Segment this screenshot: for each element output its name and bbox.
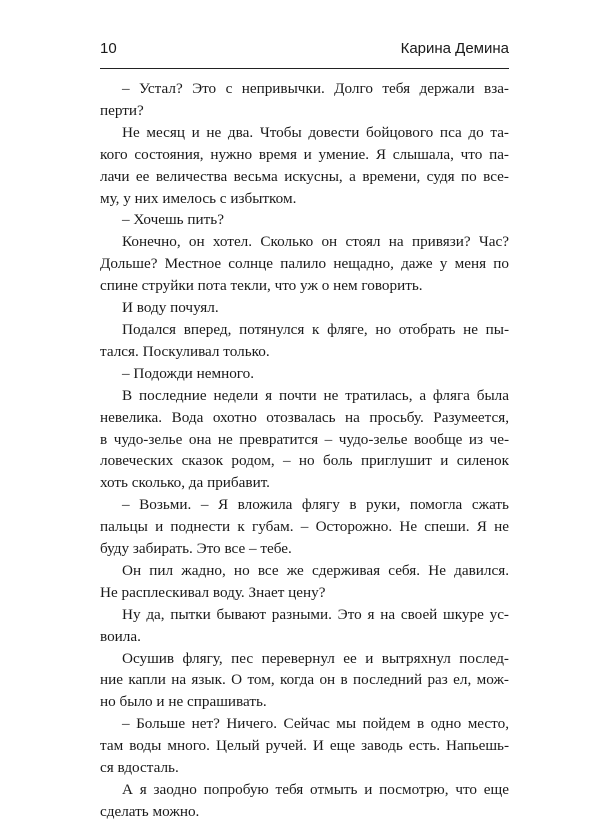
- text-line: Не месяц и не два. Чтобы довести бойцового пса до та-: [122, 123, 509, 141]
- text-line: перти?: [100, 101, 144, 119]
- text-line: Осушив флягу, пес перевернул ее и вытряхнул послед-: [122, 649, 509, 667]
- text-line: тался. Поскуливал только.: [100, 342, 270, 360]
- header-rule: [100, 68, 509, 69]
- page-number: 10: [100, 40, 117, 57]
- text-line: хоть сколько, да прибавит.: [100, 474, 270, 492]
- text-line: – Возьми. – Я вложила флягу в руки, помогла сжать: [122, 496, 509, 514]
- text-line: но было и не спрашивать.: [100, 693, 267, 711]
- author-name: Карина Демина: [400, 40, 509, 57]
- text-line: Конечно, он хотел. Сколько он стоял на привязи? Час?: [122, 233, 509, 251]
- text-line: Он пил жадно, но все же сдерживая себя. Не давился.: [122, 561, 509, 579]
- text-line: Дольше? Местное солнце палило нещадно, даже у меня по: [100, 255, 509, 273]
- book-page: [100, 40, 509, 823]
- text-line: лачи ее величества весьма искусны, а времени, судя по все-: [100, 167, 509, 185]
- text-line: невелика. Вода охотно отозвалась на просьбу. Разумеется,: [100, 408, 509, 426]
- text-line: там воды много. Целый ручей. И еще заводь есть. Напьешь-: [100, 737, 509, 755]
- text-line: Подался вперед, потянулся к фляге, но отобрать не пы-: [122, 320, 509, 338]
- text-line: спине струйки пота текли, что уж о нем говорить.: [100, 277, 423, 295]
- text-line: – Подожди немного.: [122, 364, 255, 382]
- running-header: [100, 40, 509, 62]
- text-line: кого состояния, нужно время и умение. Я слышала, что па-: [100, 145, 509, 163]
- text-line: ся вдосталь.: [100, 759, 179, 777]
- text-line: – Устал? Это с непривычки. Долго тебя держали вза-: [122, 80, 509, 97]
- text-line: в чудо-зелье она не превратится – чудо-зелье вообще из че-: [100, 430, 509, 448]
- text-line: сделать можно.: [100, 802, 200, 820]
- text-line: ние капли на язык. О том, когда он в последний раз ел, мож-: [100, 671, 509, 689]
- text-line: пальцы и поднести к губам. – Осторожно. Не спеши. Я не: [100, 518, 509, 536]
- text-line: буду забирать. Это все – тебе.: [100, 540, 292, 558]
- text-line: му, у них имелось с избытком.: [100, 189, 297, 207]
- text-line: Ну да, пытки бывают разными. Это я на своей шкуре ус-: [122, 605, 509, 623]
- text-line: – Хочешь пить?: [122, 211, 224, 229]
- text-line: ловеческих сказок родом, – но боль приглушит и силенок: [100, 452, 509, 470]
- text-line: воила.: [100, 627, 141, 645]
- text-line: В последние недели я почти не тратилась, а фляга была: [122, 386, 509, 404]
- text-line: Не расплескивал воду. Знает цену?: [100, 583, 326, 601]
- text-line: И воду почуял.: [122, 299, 219, 317]
- body-text: [100, 78, 509, 823]
- text-line: – Больше нет? Ничего. Сейчас мы пойдем в одно место,: [122, 715, 509, 733]
- text-line: А я заодно попробую тебя отмыть и посмотрю, что еще: [122, 781, 509, 798]
